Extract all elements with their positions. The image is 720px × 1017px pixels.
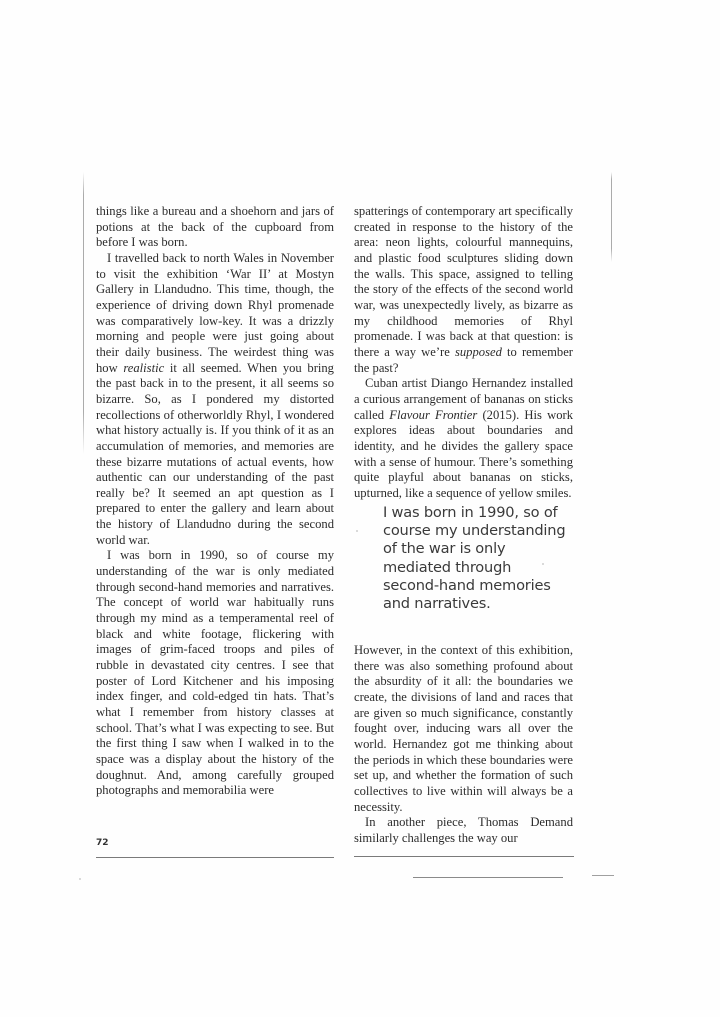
scan-speck [542,563,544,565]
text-run: I was born in 1990, so of course my understanding of the war is only mediated through second-hand memories and narratives. The concept of world war habitually runs through my mind as a temperamental reel of black and white footage, flickering with images of grim-faced troops and piles of rubble in devastated city centres. I see that poster of Lord Kitchener and his imposing index finger, and cold-edged tin hats. That’s what I remember from history classes at school. That’s what I was expecting to see. But the first thing I saw when I walked in to the space was a display about the history of the doughnut. And, among carefully grouped photographs and memorabilia were [96,548,334,798]
scan-artifact-right-line [611,172,612,262]
pull-quote [383,504,583,613]
paragraph [354,643,573,815]
scan-artifact-short-rule [592,875,614,876]
scan-speck [79,878,81,880]
paragraph [354,204,573,376]
page-number: 72 [96,838,109,848]
scan-speck [356,530,358,532]
right-text-column-bottom [354,643,573,847]
italic-text: Flavour Frontier [389,407,478,422]
footer-rule-right [354,856,574,857]
italic-text: supposed [454,344,502,359]
pull-quote-line: I was born in 1990, so of [383,504,558,521]
paragraph [354,815,573,846]
pull-quote-line: of the war is only [383,540,506,558]
text-run: spatterings of contemporary art specifically created in response to the history of the area: neon lights, colourful mannequins, and plastic food sculptures sliding down the walls. This space, assigned to telling the story of the effects of the second world war, was unexpectedly lively, as bizarre as my childhood memories of Rhyl promenade. I was back at that question: is there a way we’re [354,204,573,359]
text-run: to remember the past? [354,344,574,375]
text-run: In another piece, Thomas Demand similarly challenges the way our [354,815,573,845]
right-text-column-top [354,204,573,501]
footer-rule-left [96,857,334,858]
text-run: Cuban artist Diango Hernandez installed a curious arrangement of bananas on sticks called [354,376,573,422]
text-run: it all seemed. When you bring the past back in to the present, it all seems so bizarre. So, as I pondered my distorted recollections of otherworldly Rhyl, I wondered what history actually is. If you think of it as an accumulation of memories, and memories are these bizarre mutations of actual events, how authentic can our understanding of the past really be? It seemed an apt question as I prepared to enter the gallery and learn about the history of Llandudno during the second world war. [96,360,334,547]
text-run: (2015). His work explores ideas about boundaries and identity, and he divides the gallery space with a sense of humour. There’s something quite playful about bananas on sticks, upturned, like a sequence of yellow smiles. [354,407,574,500]
left-text-column [96,204,334,799]
pull-quote-line: course my understanding [383,522,566,540]
paragraph [96,548,334,799]
pull-quote-line: mediated through [383,558,512,576]
italic-text: realistic [123,360,165,375]
text-run: things like a bureau and a shoehorn and jars of potions at the back of the cupboard from before I was born. [96,204,334,250]
paragraph [96,251,334,548]
text-run: However, in the context of this exhibition, there was also something profound about the absurdity of it all: the boundaries we create, the divisions of land and races that are given so much significance, constantly fought over, inducing wars all over the world. Hernandez got me thinking about the periods in which these boundaries were set up, and whether the formation of such collectives to live within will always be a necessity. [354,643,573,814]
paragraph [354,376,573,501]
text-run: I travelled back to north Wales in November to visit the exhibition ‘War II’ at Mostyn Gallery in Llandudno. This time, though, the experience of driving down Rhyl promenade was comparatively low-key. It was a drizzly morning and people were just going about their daily business. The weirdest thing was how [96,250,334,375]
scan-artifact-left-line [83,172,84,454]
pull-quote-line: second-hand memories [383,576,551,594]
pull-quote-line: and narratives. [383,595,491,613]
paragraph [96,204,334,251]
scan-artifact-bottom-rule [413,877,563,878]
